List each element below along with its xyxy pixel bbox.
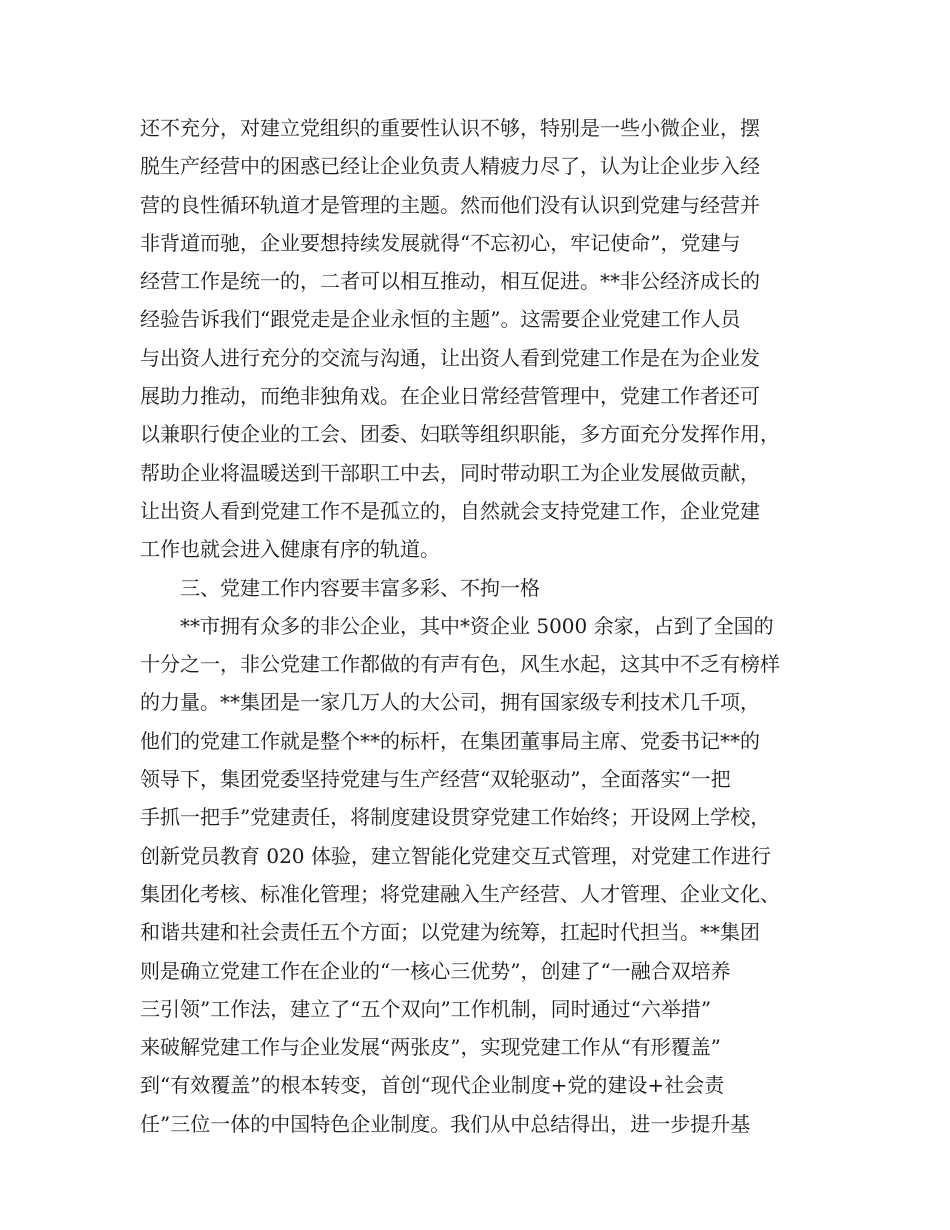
text-line: 创新党员教育 020 体验，建立智能化党建交互式管理，对党建工作进行	[140, 843, 771, 868]
text-line: 他们的党建工作就是整个**的标杆，在集团董事局主席、党委书记**的	[140, 728, 760, 753]
text-line: 展助力推动，而绝非独角戏。在企业日常经营管理中，党建工作者还可	[140, 384, 760, 409]
text-line: 领导下，集团党委坚持党建与生产经营“双轮驱动”，全面落实“一把	[140, 767, 731, 792]
text-line: **市拥有众多的非公企业，其中*资企业 5000 余家，占到了全国的	[180, 613, 774, 638]
text-line: 与出资人进行充分的交流与沟通，让出资人看到党建工作是在为企业发	[140, 345, 760, 370]
text-line: 还不充分，对建立党组织的重要性认识不够，特别是一些小微企业，摆	[140, 116, 760, 140]
text-line: 集团化考核、标准化管理；将党建融入生产经营、人才管理、企业文化、	[140, 881, 780, 906]
section-heading: 三、党建工作内容要丰富多彩、不拘一格	[180, 575, 540, 600]
text-line: 任”三位一体的中国特色企业制度。我们从中总结得出，进一步提升基	[140, 1111, 751, 1136]
text-line: 经营工作是统一的，二者可以相互推动，相互促进。**非公经济成长的	[140, 269, 760, 294]
text-line: 帮助企业将温暖送到干部职工中去，同时带动职工为企业发展做贡献，	[140, 460, 760, 485]
text-line: 脱生产经营中的困惑已经让企业负责人精疲力尽了，认为让企业步入经	[140, 154, 760, 179]
text-line: 以兼职行使企业的工会、团委、妇联等组织职能，多方面充分发挥作用，	[140, 422, 780, 447]
text-line: 非背道而驰，企业要想持续发展就得“不忘初心，牢记使命”，党建与	[140, 230, 741, 255]
text-line: 来破解党建工作与企业发展“两张皮”，实现党建工作从“有形覆盖”	[140, 1035, 721, 1060]
text-line: 经验告诉我们“跟党走是企业永恒的主题”。这需要企业党建工作人员	[140, 307, 741, 332]
text-line: 十分之一，非公党建工作都做的有声有色，风生水起，这其中不乏有榜样	[140, 652, 780, 677]
text-line: 营的良性循环轨道才是管理的主题。然而他们没有认识到党建与经营并	[140, 192, 760, 217]
text-line: 让出资人看到党建工作不是孤立的，自然就会支持党建工作，企业党建	[140, 498, 760, 523]
document-body	[140, 109, 840, 1143]
text-line: 和谐共建和社会责任五个方面；以党建为统筹，扛起时代担当。**集团	[140, 920, 760, 945]
text-line: 到“有效覆盖”的根本转变，首创“现代企业制度+党的建设+社会责	[140, 1073, 725, 1098]
text-line: 的力量。**集团是一家几万人的大公司，拥有国家级专利技术几千项，	[140, 690, 760, 715]
text-line: 三引领”工作法，建立了“五个双向”工作机制，同时通过“六举措”	[140, 996, 712, 1021]
text-line: 则是确立党建工作在企业的“一核心三优势”，创建了“一融合双培养	[140, 958, 731, 983]
text-line: 手抓一把手”党建责任，将制度建设贯穿党建工作始终；开设网上学校，	[140, 805, 771, 830]
text-line: 工作也就会进入健康有序的轨道。	[140, 537, 440, 562]
